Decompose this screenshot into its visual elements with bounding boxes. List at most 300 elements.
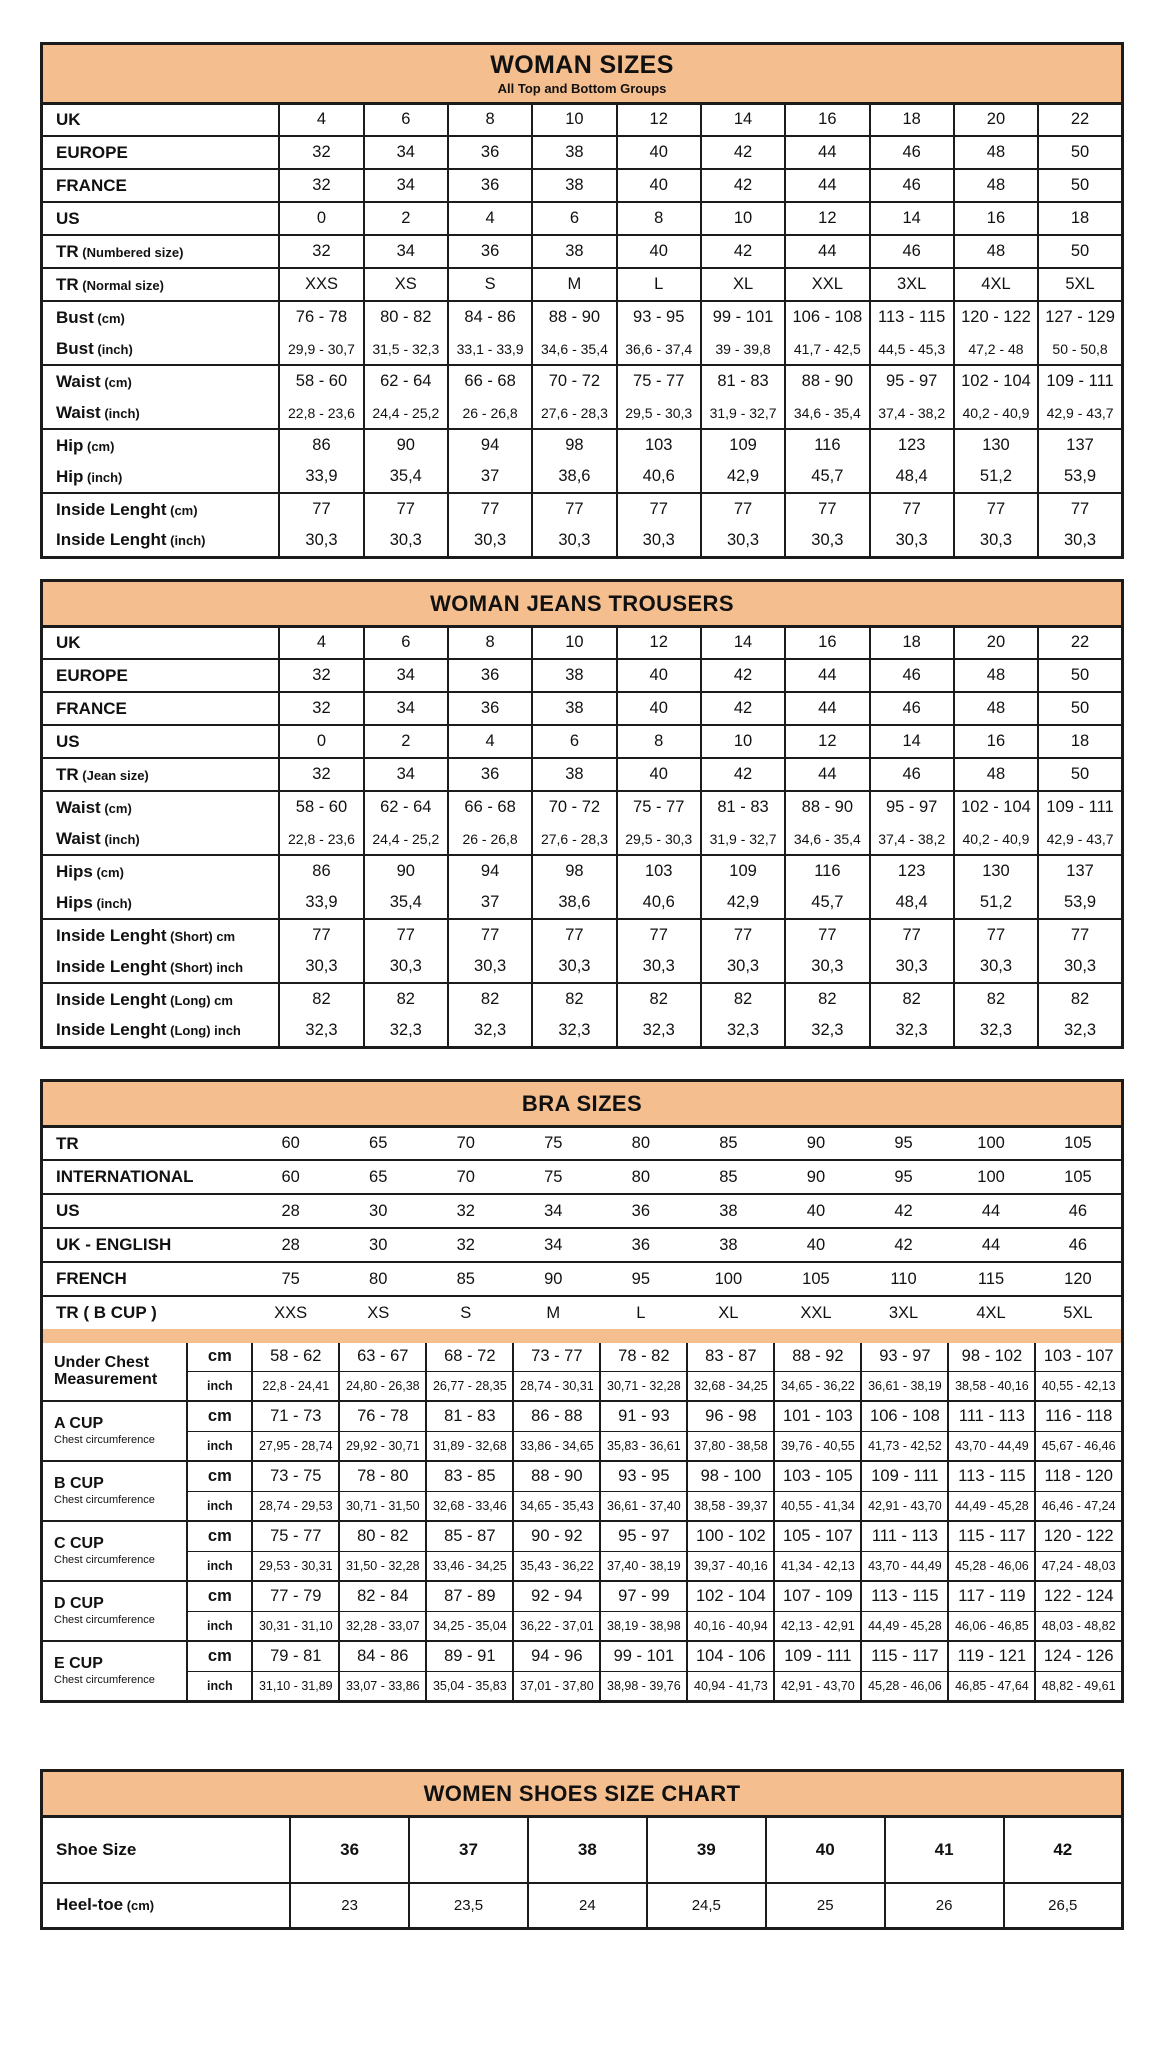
value-cell: 36 bbox=[448, 758, 532, 791]
row-label-text: Inside Lenght bbox=[56, 956, 167, 976]
value-cell: 111 - 113 bbox=[948, 1401, 1035, 1431]
value-cell: 82 bbox=[364, 983, 448, 1015]
value-cell: 34,65 - 36,22 bbox=[774, 1371, 861, 1401]
value-cell: 6 bbox=[364, 103, 448, 136]
value-cell: 90 bbox=[364, 429, 448, 461]
table-row bbox=[42, 1817, 1123, 1883]
value-cell: 81 - 83 bbox=[701, 791, 785, 823]
value-cell: 84 - 86 bbox=[339, 1641, 426, 1671]
value-cell: 42,9 bbox=[701, 461, 785, 493]
value-cell: 35,83 - 36,61 bbox=[600, 1431, 687, 1461]
value-cell: 110 bbox=[860, 1262, 948, 1296]
value-cell: 42 bbox=[1004, 1817, 1123, 1883]
value-cell: 12 bbox=[617, 626, 701, 659]
row-label-note: (cm) bbox=[100, 374, 132, 390]
row-label-note: (inch) bbox=[93, 341, 133, 357]
value-cell: 40 bbox=[766, 1817, 885, 1883]
value-cell: 48,4 bbox=[870, 887, 954, 919]
value-cell: 90 - 92 bbox=[513, 1521, 600, 1551]
value-cell: 23 bbox=[290, 1883, 409, 1929]
row-label-text: Inside Lenght bbox=[56, 1020, 167, 1040]
value-cell: 71 - 73 bbox=[252, 1401, 339, 1431]
value-cell: 68 - 72 bbox=[426, 1341, 513, 1371]
value-cell: 6 bbox=[532, 202, 616, 235]
cup-subtitle: Chest circumference bbox=[54, 1614, 155, 1626]
value-cell: 27,6 - 28,3 bbox=[532, 397, 616, 429]
bra-title: BRA SIZES bbox=[521, 1090, 643, 1116]
shoes-section bbox=[40, 1769, 1124, 1930]
value-cell: 40 bbox=[617, 136, 701, 169]
value-cell: 8 bbox=[448, 103, 532, 136]
value-cell: 3XL bbox=[870, 268, 954, 301]
value-cell: 100 bbox=[947, 1160, 1035, 1194]
value-cell: 30,3 bbox=[785, 951, 869, 983]
table-row bbox=[42, 268, 1123, 301]
value-cell: 34 bbox=[364, 758, 448, 791]
value-cell: 18 bbox=[1038, 202, 1122, 235]
value-cell: 44 bbox=[947, 1194, 1035, 1228]
value-cell: 46,46 - 47,24 bbox=[1035, 1491, 1122, 1521]
row-label-text: US bbox=[56, 731, 80, 751]
value-cell: 99 - 101 bbox=[600, 1641, 687, 1671]
table-row bbox=[42, 823, 1123, 855]
table-row bbox=[42, 1015, 1123, 1047]
value-cell: 37,4 - 38,2 bbox=[870, 397, 954, 429]
row-label bbox=[42, 919, 280, 951]
value-cell: 43,70 - 44,49 bbox=[861, 1551, 948, 1581]
value-cell: 93 - 95 bbox=[600, 1461, 687, 1491]
row-label-note: (inch) bbox=[166, 533, 206, 549]
value-cell: 32,3 bbox=[448, 1015, 532, 1047]
value-cell: 38,6 bbox=[532, 461, 616, 493]
value-cell: 80 bbox=[334, 1262, 422, 1296]
value-cell: 66 - 68 bbox=[448, 365, 532, 397]
value-cell: 95 bbox=[860, 1160, 948, 1194]
value-cell: 60 bbox=[247, 1160, 335, 1194]
value-cell: 79 - 81 bbox=[252, 1641, 339, 1671]
row-label bbox=[42, 429, 280, 461]
cup-row bbox=[42, 1431, 1123, 1461]
value-cell: 30,71 - 32,28 bbox=[600, 1371, 687, 1401]
table-row bbox=[42, 951, 1123, 983]
table-row bbox=[42, 919, 1123, 951]
cup-name: Under Chest Measurement bbox=[54, 1353, 158, 1388]
value-cell: 26,5 bbox=[1004, 1883, 1123, 1929]
value-cell: 46 bbox=[870, 692, 954, 725]
value-cell: 4 bbox=[448, 202, 532, 235]
row-label-note: (inch) bbox=[100, 831, 140, 847]
cup-label bbox=[42, 1341, 188, 1401]
value-cell: 38 bbox=[532, 758, 616, 791]
value-cell: 109 - 111 bbox=[774, 1641, 861, 1671]
value-cell: 45,7 bbox=[785, 461, 869, 493]
cup-row bbox=[42, 1671, 1123, 1701]
cup-name: A CUP bbox=[54, 1415, 104, 1433]
value-cell: 105 bbox=[772, 1262, 860, 1296]
value-cell: 34,6 - 35,4 bbox=[785, 397, 869, 429]
value-cell: 85 bbox=[685, 1160, 773, 1194]
value-cell: 119 - 121 bbox=[948, 1641, 1035, 1671]
row-label bbox=[42, 268, 280, 301]
value-cell: 51,2 bbox=[954, 887, 1038, 919]
value-cell: 16 bbox=[785, 103, 869, 136]
value-cell: 30,31 - 31,10 bbox=[252, 1611, 339, 1641]
value-cell: 30,3 bbox=[701, 951, 785, 983]
value-cell: 32,68 - 33,46 bbox=[426, 1491, 513, 1521]
value-cell: 77 bbox=[954, 919, 1038, 951]
value-cell: 92 - 94 bbox=[513, 1581, 600, 1611]
bra-conversion-table bbox=[40, 1125, 1124, 1332]
value-cell: 18 bbox=[870, 626, 954, 659]
row-label-note: (inch) bbox=[83, 469, 123, 485]
value-cell: 90 bbox=[510, 1262, 598, 1296]
value-cell: 4XL bbox=[947, 1296, 1035, 1330]
value-cell: 5XL bbox=[1035, 1296, 1123, 1330]
value-cell: 44 bbox=[785, 758, 869, 791]
value-cell: 77 bbox=[617, 493, 701, 525]
value-cell: 48,03 - 48,82 bbox=[1035, 1611, 1122, 1641]
jeans-section bbox=[40, 579, 1124, 1049]
cup-name: E CUP bbox=[54, 1654, 103, 1672]
value-cell: 82 bbox=[617, 983, 701, 1015]
value-cell: 77 bbox=[279, 493, 363, 525]
value-cell: 77 bbox=[1038, 493, 1122, 525]
value-cell: 40,94 - 41,73 bbox=[687, 1671, 774, 1701]
row-label-text: FRANCE bbox=[56, 175, 127, 195]
value-cell: 77 bbox=[1038, 919, 1122, 951]
value-cell: 109 - 111 bbox=[1038, 791, 1122, 823]
value-cell: 39 bbox=[647, 1817, 766, 1883]
value-cell: 84 - 86 bbox=[448, 301, 532, 333]
value-cell: 22,8 - 24,41 bbox=[252, 1371, 339, 1401]
value-cell: 53,9 bbox=[1038, 887, 1122, 919]
value-cell: 47,24 - 48,03 bbox=[1035, 1551, 1122, 1581]
woman-sizes-section bbox=[40, 42, 1124, 559]
value-cell: 32 bbox=[279, 659, 363, 692]
value-cell: 101 - 103 bbox=[774, 1401, 861, 1431]
value-cell: 32 bbox=[279, 136, 363, 169]
value-cell: 77 - 79 bbox=[252, 1581, 339, 1611]
value-cell: 80 - 82 bbox=[339, 1521, 426, 1551]
value-cell: 107 - 109 bbox=[774, 1581, 861, 1611]
value-cell: 0 bbox=[279, 202, 363, 235]
value-cell: 89 - 91 bbox=[426, 1641, 513, 1671]
value-cell: 82 bbox=[532, 983, 616, 1015]
value-cell: S bbox=[448, 268, 532, 301]
value-cell: 40,2 - 40,9 bbox=[954, 397, 1038, 429]
value-cell: 2 bbox=[364, 725, 448, 758]
value-cell: 58 - 62 bbox=[252, 1341, 339, 1371]
value-cell: 42,9 - 43,7 bbox=[1038, 823, 1122, 855]
value-cell: 40 bbox=[617, 758, 701, 791]
value-cell: 80 - 82 bbox=[364, 301, 448, 333]
value-cell: 105 - 107 bbox=[774, 1521, 861, 1551]
value-cell: 12 bbox=[785, 202, 869, 235]
value-cell: 34 bbox=[364, 692, 448, 725]
row-label-note: (inch) bbox=[92, 895, 132, 911]
row-label-text: Hips bbox=[56, 861, 93, 881]
value-cell: 85 - 87 bbox=[426, 1521, 513, 1551]
value-cell: 34,6 - 35,4 bbox=[785, 823, 869, 855]
cup-name: D CUP bbox=[54, 1595, 104, 1613]
value-cell: 33,07 - 33,86 bbox=[339, 1671, 426, 1701]
row-label bbox=[42, 725, 280, 758]
cup-label bbox=[42, 1401, 188, 1461]
row-label-text: Hips bbox=[56, 892, 93, 912]
value-cell: 42 bbox=[860, 1228, 948, 1262]
value-cell: 34 bbox=[364, 136, 448, 169]
value-cell: 30,3 bbox=[448, 951, 532, 983]
cup-label bbox=[42, 1641, 188, 1701]
value-cell: 36 bbox=[448, 692, 532, 725]
value-cell: 40,6 bbox=[617, 461, 701, 493]
table-row bbox=[42, 692, 1123, 725]
value-cell: 82 bbox=[448, 983, 532, 1015]
value-cell: 23,5 bbox=[409, 1883, 528, 1929]
value-cell: 32 bbox=[279, 692, 363, 725]
value-cell: XXS bbox=[247, 1296, 335, 1330]
value-cell: 27,6 - 28,3 bbox=[532, 823, 616, 855]
value-cell: 40,2 - 40,9 bbox=[954, 823, 1038, 855]
value-cell: 41,34 - 42,13 bbox=[774, 1551, 861, 1581]
value-cell: 113 - 115 bbox=[861, 1581, 948, 1611]
row-label bbox=[42, 1194, 247, 1228]
table-row bbox=[42, 887, 1123, 919]
value-cell: 113 - 115 bbox=[870, 301, 954, 333]
row-label bbox=[42, 202, 280, 235]
row-label-note: (Long) inch bbox=[166, 1023, 241, 1039]
table-row bbox=[42, 397, 1123, 429]
value-cell: 30,3 bbox=[617, 525, 701, 557]
value-cell: 77 bbox=[785, 919, 869, 951]
value-cell: 75 bbox=[247, 1262, 335, 1296]
value-cell: 94 - 96 bbox=[513, 1641, 600, 1671]
value-cell: 109 bbox=[701, 429, 785, 461]
value-cell: 38 bbox=[685, 1228, 773, 1262]
value-cell: S bbox=[422, 1296, 510, 1330]
cup-subtitle: Chest circumference bbox=[54, 1434, 155, 1446]
bra-cup-table bbox=[40, 1340, 1124, 1703]
value-cell: 109 bbox=[701, 855, 785, 887]
value-cell: 98 bbox=[532, 429, 616, 461]
value-cell: 82 bbox=[701, 983, 785, 1015]
value-cell: 38 bbox=[532, 235, 616, 268]
value-cell: 4 bbox=[279, 626, 363, 659]
cup-subtitle: Chest circumference bbox=[54, 1673, 155, 1686]
value-cell: 81 - 83 bbox=[426, 1401, 513, 1431]
table-row bbox=[42, 103, 1123, 136]
row-label bbox=[42, 493, 280, 525]
value-cell: 42 bbox=[701, 136, 785, 169]
value-cell: 16 bbox=[954, 725, 1038, 758]
unit-cell: cm bbox=[187, 1521, 252, 1551]
value-cell: XL bbox=[701, 268, 785, 301]
row-label bbox=[42, 365, 280, 397]
value-cell: 120 bbox=[1035, 1262, 1123, 1296]
value-cell: 45,7 bbox=[785, 887, 869, 919]
cup-row bbox=[42, 1341, 1123, 1371]
value-cell: 82 bbox=[279, 983, 363, 1015]
value-cell: 40 bbox=[617, 692, 701, 725]
value-cell: M bbox=[510, 1296, 598, 1330]
value-cell: 83 - 87 bbox=[687, 1341, 774, 1371]
value-cell: 34 bbox=[510, 1194, 598, 1228]
value-cell: 44 bbox=[785, 692, 869, 725]
value-cell: 38 bbox=[532, 659, 616, 692]
value-cell: 88 - 90 bbox=[785, 365, 869, 397]
row-label-text: Inside Lenght bbox=[56, 925, 167, 945]
value-cell: 75 - 77 bbox=[252, 1521, 339, 1551]
value-cell: 75 bbox=[510, 1160, 598, 1194]
value-cell: 22,8 - 23,6 bbox=[279, 823, 363, 855]
value-cell: 28 bbox=[247, 1194, 335, 1228]
value-cell: 94 bbox=[448, 429, 532, 461]
value-cell: 35,4 bbox=[364, 461, 448, 493]
table-row bbox=[42, 1126, 1123, 1160]
value-cell: 32,3 bbox=[532, 1015, 616, 1047]
table-row bbox=[42, 202, 1123, 235]
value-cell: 77 bbox=[448, 493, 532, 525]
value-cell: 3XL bbox=[860, 1296, 948, 1330]
value-cell: 40,55 - 42,13 bbox=[1035, 1371, 1122, 1401]
value-cell: 70 - 72 bbox=[532, 791, 616, 823]
value-cell: 42,9 - 43,7 bbox=[1038, 397, 1122, 429]
value-cell: 77 bbox=[364, 919, 448, 951]
value-cell: 102 - 104 bbox=[954, 791, 1038, 823]
value-cell: 42,13 - 42,91 bbox=[774, 1611, 861, 1641]
shoes-header bbox=[40, 1769, 1124, 1818]
row-label bbox=[42, 235, 280, 268]
value-cell: 37,40 - 38,19 bbox=[600, 1551, 687, 1581]
value-cell: 10 bbox=[701, 202, 785, 235]
value-cell: 37,80 - 38,58 bbox=[687, 1431, 774, 1461]
bra-section bbox=[40, 1079, 1124, 1703]
value-cell: 44 bbox=[785, 136, 869, 169]
value-cell: 88 - 90 bbox=[513, 1461, 600, 1491]
value-cell: 32,3 bbox=[785, 1015, 869, 1047]
row-label bbox=[42, 887, 280, 919]
value-cell: 48 bbox=[954, 758, 1038, 791]
value-cell: 25 bbox=[766, 1883, 885, 1929]
value-cell: 137 bbox=[1038, 429, 1122, 461]
value-cell: 40 bbox=[617, 659, 701, 692]
value-cell: 65 bbox=[334, 1126, 422, 1160]
value-cell: 32,3 bbox=[701, 1015, 785, 1047]
value-cell: 66 - 68 bbox=[448, 791, 532, 823]
cup-row bbox=[42, 1611, 1123, 1641]
value-cell: 38 bbox=[685, 1194, 773, 1228]
value-cell: 63 - 67 bbox=[339, 1341, 426, 1371]
value-cell: 36,22 - 37,01 bbox=[513, 1611, 600, 1641]
value-cell: 70 bbox=[422, 1160, 510, 1194]
value-cell: 30,3 bbox=[701, 525, 785, 557]
value-cell: 40 bbox=[617, 235, 701, 268]
value-cell: 58 - 60 bbox=[279, 365, 363, 397]
row-label bbox=[42, 791, 280, 823]
value-cell: 85 bbox=[685, 1126, 773, 1160]
value-cell: 32,3 bbox=[954, 1015, 1038, 1047]
row-label-note: (Long) cm bbox=[166, 992, 233, 1008]
value-cell: 91 - 93 bbox=[600, 1401, 687, 1431]
value-cell: 83 - 85 bbox=[426, 1461, 513, 1491]
value-cell: 32,3 bbox=[364, 1015, 448, 1047]
value-cell: 117 - 119 bbox=[948, 1581, 1035, 1611]
value-cell: 29,53 - 30,31 bbox=[252, 1551, 339, 1581]
row-label-text: EUROPE bbox=[56, 665, 128, 685]
bra-header bbox=[40, 1079, 1124, 1128]
row-label bbox=[42, 983, 280, 1015]
row-label-note: (cm) bbox=[92, 864, 124, 880]
value-cell: 30,3 bbox=[1038, 951, 1122, 983]
value-cell: 80 bbox=[597, 1126, 685, 1160]
value-cell: 30,3 bbox=[870, 525, 954, 557]
row-label bbox=[42, 692, 280, 725]
value-cell: 40,6 bbox=[617, 887, 701, 919]
value-cell: 82 bbox=[870, 983, 954, 1015]
row-label-text: Inside Lenght bbox=[56, 499, 167, 519]
cup-label bbox=[42, 1521, 188, 1581]
row-label-text: TR bbox=[56, 241, 79, 261]
value-cell: 50 bbox=[1038, 692, 1122, 725]
row-label-text: FRANCE bbox=[56, 698, 127, 718]
row-label-note: (inch) bbox=[100, 405, 140, 421]
value-cell: 30,3 bbox=[617, 951, 701, 983]
value-cell: 45,28 - 46,06 bbox=[948, 1551, 1035, 1581]
value-cell: 8 bbox=[617, 725, 701, 758]
value-cell: 29,5 - 30,3 bbox=[617, 823, 701, 855]
value-cell: 42 bbox=[701, 169, 785, 202]
value-cell: 75 - 77 bbox=[617, 365, 701, 397]
value-cell: 58 - 60 bbox=[279, 791, 363, 823]
value-cell: 50 - 50,8 bbox=[1038, 333, 1122, 365]
value-cell: 29,9 - 30,7 bbox=[279, 333, 363, 365]
value-cell: 29,5 - 30,3 bbox=[617, 397, 701, 429]
value-cell: 42 bbox=[701, 692, 785, 725]
value-cell: 14 bbox=[701, 626, 785, 659]
value-cell: 103 bbox=[617, 855, 701, 887]
row-label bbox=[42, 333, 280, 365]
row-label-note: (Normal size) bbox=[78, 277, 164, 293]
value-cell: 106 - 108 bbox=[861, 1401, 948, 1431]
value-cell: 124 - 126 bbox=[1035, 1641, 1122, 1671]
value-cell: 77 bbox=[617, 919, 701, 951]
value-cell: 30 bbox=[334, 1194, 422, 1228]
value-cell: 32,3 bbox=[279, 1015, 363, 1047]
row-label-note: (cm) bbox=[83, 438, 115, 454]
value-cell: 31,10 - 31,89 bbox=[252, 1671, 339, 1701]
row-label-text: Hip bbox=[56, 466, 84, 486]
table-row bbox=[42, 1228, 1123, 1262]
value-cell: 26 - 26,8 bbox=[448, 823, 532, 855]
row-label bbox=[42, 1296, 247, 1330]
value-cell: 77 bbox=[532, 493, 616, 525]
value-cell: 77 bbox=[279, 919, 363, 951]
value-cell: 95 - 97 bbox=[870, 365, 954, 397]
value-cell: 24,4 - 25,2 bbox=[364, 397, 448, 429]
value-cell: 40,16 - 40,94 bbox=[687, 1611, 774, 1641]
value-cell: 85 bbox=[422, 1262, 510, 1296]
cup-row bbox=[42, 1461, 1123, 1491]
value-cell: 46 bbox=[1035, 1228, 1123, 1262]
value-cell: 39 - 39,8 bbox=[701, 333, 785, 365]
row-label-text: UK bbox=[56, 632, 81, 652]
value-cell: 36 bbox=[448, 235, 532, 268]
row-label bbox=[42, 397, 280, 429]
value-cell: 99 - 101 bbox=[701, 301, 785, 333]
value-cell: 33,86 - 34,65 bbox=[513, 1431, 600, 1461]
value-cell: XL bbox=[685, 1296, 773, 1330]
row-label-note: (cm) bbox=[100, 800, 132, 816]
